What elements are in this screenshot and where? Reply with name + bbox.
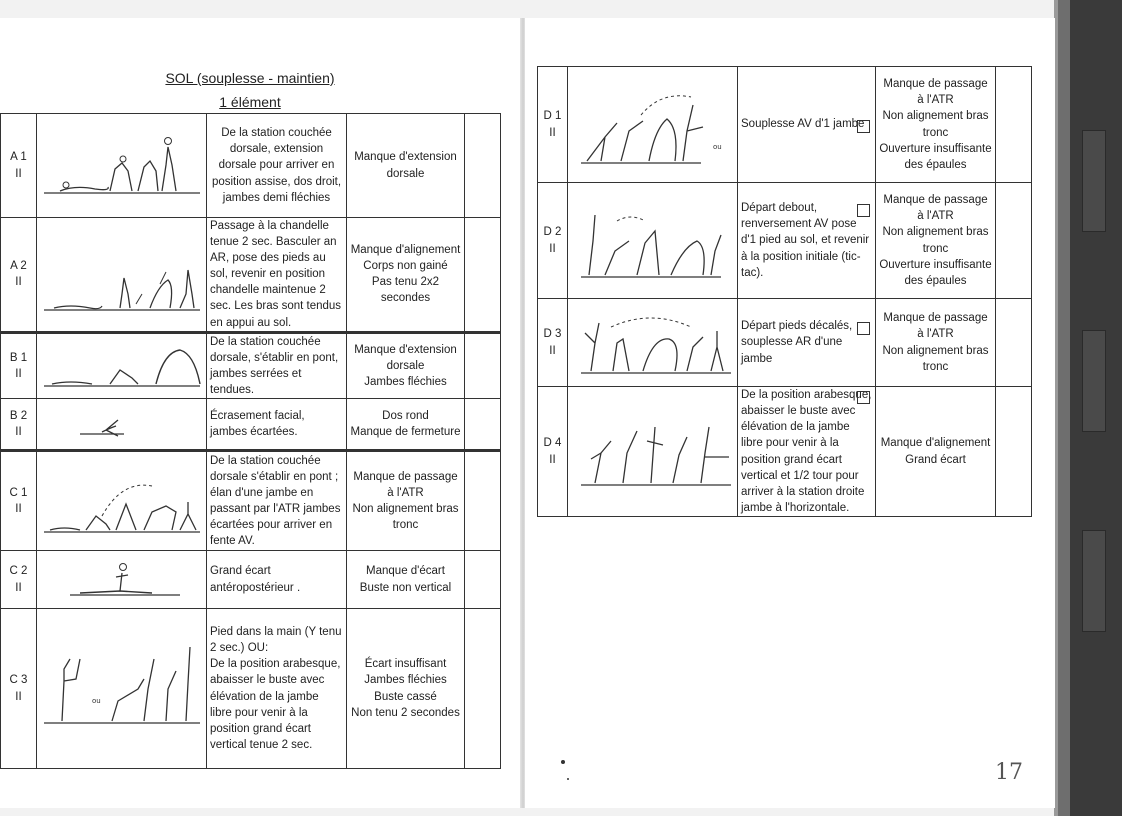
- element-description: Grand écart antéropostérieur .: [207, 551, 347, 609]
- element-faults: Écart insuffisant Jambes fléchies Buste cassé Non tenu 2 secondes: [347, 609, 465, 769]
- or-label: ou: [713, 142, 722, 151]
- element-description: De la station couchée dorsale, s'établir en pont, jambes serrées et tendues.: [207, 332, 347, 398]
- checkbox[interactable]: [857, 322, 870, 335]
- gymnast-sketch: [37, 218, 207, 333]
- element-faults: Manque de passage à l'ATR Non alignement bras tronc Ouverture insuffisante des épaules: [876, 67, 996, 183]
- element-description: Départ debout, renversement AV pose d'1 pied au sol, et revenir à la position initiale (tic-tac).: [738, 183, 876, 299]
- table-row: [538, 67, 1032, 183]
- element-code: D 3 II: [538, 299, 568, 387]
- page-title: SOL (souplesse - maintien): [165, 70, 335, 86]
- gymnast-sketch: [37, 451, 207, 551]
- element-faults: Dos rond Manque de fermeture: [347, 399, 465, 451]
- score-cell[interactable]: [465, 451, 501, 551]
- score-cell[interactable]: [996, 67, 1032, 183]
- gymnast-sketch: [37, 332, 207, 398]
- or-label: ou: [92, 696, 101, 705]
- left-page: [0, 18, 522, 808]
- page-number: 17: [995, 760, 1023, 785]
- checkbox[interactable]: [857, 391, 870, 404]
- element-code: A 2 II: [1, 218, 37, 333]
- element-code: D 1 II: [538, 67, 568, 183]
- element-description: De la station couchée dorsale, extension dorsale pour arriver en position assise, dos droit, jambes demi fléchies: [207, 114, 347, 218]
- element-description: Souplesse AV d'1 jambe: [738, 67, 876, 183]
- element-faults: Manque d'alignement Corps non gainé Pas tenu 2x2 secondes: [347, 218, 465, 333]
- element-faults: Manque de passage à l'ATR Non alignement bras tronc: [347, 451, 465, 551]
- table-row: [1, 551, 501, 609]
- score-cell[interactable]: [465, 332, 501, 398]
- binder-clip: [1058, 0, 1122, 816]
- table-row: [538, 387, 1032, 517]
- gymnast-sketch: [37, 551, 207, 609]
- table-row: [1, 332, 501, 398]
- ink-dot: [561, 760, 565, 764]
- element-description: Écrasement facial, jambes écartées.: [207, 399, 347, 451]
- element-faults: Manque de passage à l'ATR Non alignement bras tronc: [876, 299, 996, 387]
- element-faults: Manque d'écart Buste non vertical: [347, 551, 465, 609]
- table-row: [1, 609, 501, 769]
- table-row: [1, 114, 501, 218]
- page-subtitle: 1 élément: [219, 94, 281, 110]
- element-code: B 2 II: [1, 399, 37, 451]
- gymnast-sketch: [37, 609, 207, 769]
- gymnast-sketch: [568, 183, 738, 299]
- right-page: [524, 18, 1055, 808]
- checkbox[interactable]: [857, 204, 870, 217]
- table-row: [538, 299, 1032, 387]
- score-cell[interactable]: [465, 114, 501, 218]
- element-faults: Manque de passage à l'ATR Non alignement bras tronc Ouverture insuffisante des épaules: [876, 183, 996, 299]
- ink-dot: [567, 778, 569, 780]
- element-code: D 4 II: [538, 387, 568, 517]
- gymnast-sketch: [37, 399, 207, 451]
- score-cell[interactable]: [465, 218, 501, 333]
- element-description: De la station couchée dorsale s'établir en pont ; élan d'une jambe en passant par l'ATR jambes écartées pour arriver en fente AV.: [207, 451, 347, 551]
- element-description: Départ pieds décalés, souplesse AR d'une jambe: [738, 299, 876, 387]
- element-code: A 1 II: [1, 114, 37, 218]
- element-code: C 1 II: [1, 451, 37, 551]
- score-cell[interactable]: [996, 299, 1032, 387]
- element-code: B 1 II: [1, 332, 37, 398]
- table-row: [1, 218, 501, 333]
- element-code: C 2 II: [1, 551, 37, 609]
- right-elements-table: [537, 66, 1032, 517]
- element-faults: Manque d'extension dorsale Jambes fléchies: [347, 332, 465, 398]
- score-cell[interactable]: [996, 183, 1032, 299]
- element-description: Pied dans la main (Y tenu 2 sec.) OU: De la position arabesque, abaisser le buste avec élévation de la jambe libre pour venir à la position grand écart vertical tenue 2 sec.: [207, 609, 347, 769]
- gymnast-sketch: [568, 387, 738, 517]
- score-cell[interactable]: [465, 551, 501, 609]
- gymnast-sketch: [37, 114, 207, 218]
- element-faults: Manque d'extension dorsale: [347, 114, 465, 218]
- table-row: [1, 399, 501, 451]
- element-faults: Manque d'alignement Grand écart: [876, 387, 996, 517]
- element-code: D 2 II: [538, 183, 568, 299]
- element-description: De la position arabesque, abaisser le buste avec élévation de la jambe libre pour venir à la position grand écart vertical et 1/2 tour pour arriver à la station droite jambe à l'horizontale.: [738, 387, 876, 517]
- element-code: C 3 II: [1, 609, 37, 769]
- table-row: [538, 183, 1032, 299]
- element-description: Passage à la chandelle tenue 2 sec. Basculer an AR, pose des pieds au sol, revenir en position chandelle maintenue 2 sec. Les bras sont tendus en appui au sol.: [207, 218, 347, 333]
- score-cell[interactable]: [465, 609, 501, 769]
- score-cell[interactable]: [996, 387, 1032, 517]
- table-row: [1, 451, 501, 551]
- checkbox[interactable]: [857, 120, 870, 133]
- left-elements-table: [0, 113, 501, 769]
- gymnast-sketch: [568, 67, 738, 183]
- score-cell[interactable]: [465, 399, 501, 451]
- gymnast-sketch: [568, 299, 738, 387]
